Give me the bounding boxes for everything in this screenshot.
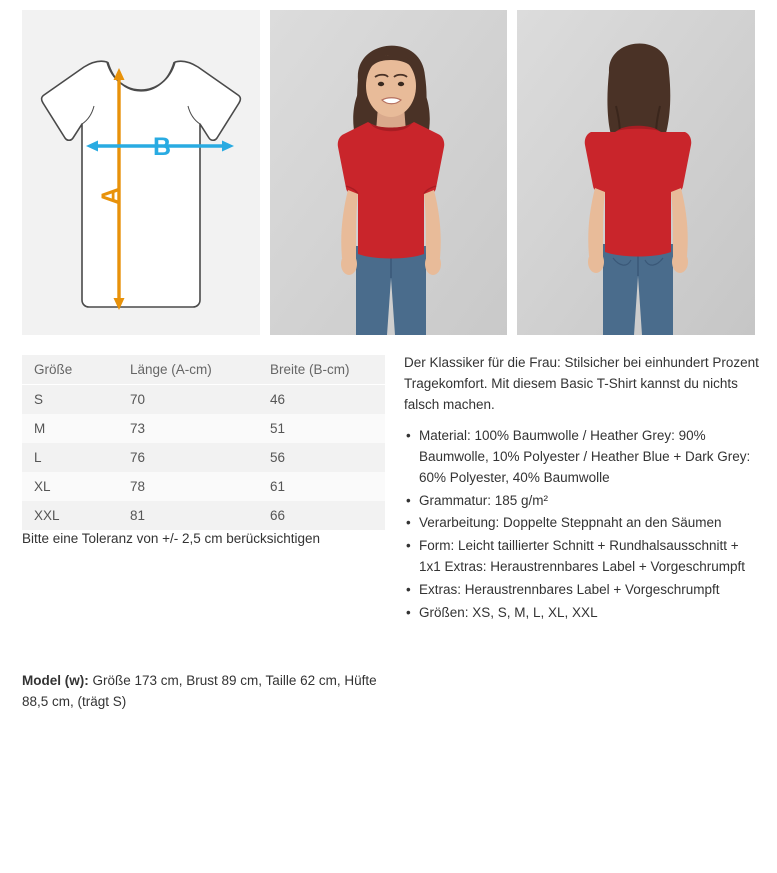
table-row (22, 501, 385, 530)
description-intro: Der Klassiker für die Frau: Stilsicher bei einhundert Prozent Tragekomfort. Mit diesem Basic T-Shirt kannst du nichts falsch machen. (404, 355, 759, 412)
model-note (22, 671, 390, 713)
description-bullet-list (404, 426, 760, 624)
list-item: • Material: 100% Baumwolle / Heather Grey: 90% Baumwolle, 10% Polyester / Heather Blue + Dark Grey: 60% Polyester, 40% Baumwolle (404, 426, 760, 489)
size-table-header-row (22, 355, 385, 385)
length-cell: 81 (130, 508, 146, 523)
list-item: • Form: Leicht taillierter Schnitt + Rundhalsausschnitt + 1x1 Extras: Heraustrennbares Label + Vorgeschrumpft (404, 536, 760, 578)
size-cell: S (34, 392, 44, 407)
length-cell: 76 (130, 450, 146, 465)
product-image-row (22, 10, 755, 335)
width-cell: 66 (270, 508, 286, 523)
table-row (22, 443, 385, 472)
list-item: • Größen: XS, S, M, L, XL, XXL (404, 603, 760, 624)
model-back-photo (517, 10, 755, 335)
tolerance-note: Bitte eine Toleranz von +/- 2,5 cm berücksichtigen (22, 531, 321, 546)
list-item: • Verarbeitung: Doppelte Steppnaht an den Säumen (404, 513, 760, 534)
size-table (22, 355, 385, 530)
width-cell: 61 (270, 479, 286, 494)
diagram-label-b: B (152, 133, 172, 161)
product-description (404, 353, 760, 626)
size-cell: XXL (34, 508, 60, 523)
size-table-header-size: Größe (22, 355, 118, 385)
size-table-header-width: Breite (B-cm) (258, 355, 385, 385)
list-item: • Grammatur: 185 g/m² (404, 491, 760, 512)
model-front-illustration (270, 10, 508, 335)
diagram-label-a: A (97, 186, 125, 206)
size-cell: XL (34, 479, 51, 494)
size-table-header-length: Länge (A-cm) (118, 355, 258, 385)
length-cell: 70 (130, 392, 146, 407)
model-note-label: Model (w): (22, 673, 89, 688)
length-cell: 73 (130, 421, 146, 436)
width-cell: 51 (270, 421, 286, 436)
length-cell: 78 (130, 479, 146, 494)
table-row (22, 414, 385, 443)
shirt-measurement-diagram (22, 10, 260, 335)
table-row (22, 385, 385, 415)
table-row (22, 472, 385, 501)
width-cell: 56 (270, 450, 286, 465)
size-cell: L (34, 450, 42, 465)
model-note-text: Größe 173 cm, Brust 89 cm, Taille 62 cm, Hüfte 88,5 cm, (trägt S) (22, 673, 377, 709)
model-front-photo (270, 10, 508, 335)
model-back-illustration (517, 10, 755, 335)
size-cell: M (34, 421, 46, 436)
list-item: • Extras: Heraustrennbares Label + Vorgeschrumpft (404, 580, 760, 601)
width-cell: 46 (270, 392, 286, 407)
shirt-outline-icon (22, 10, 260, 335)
